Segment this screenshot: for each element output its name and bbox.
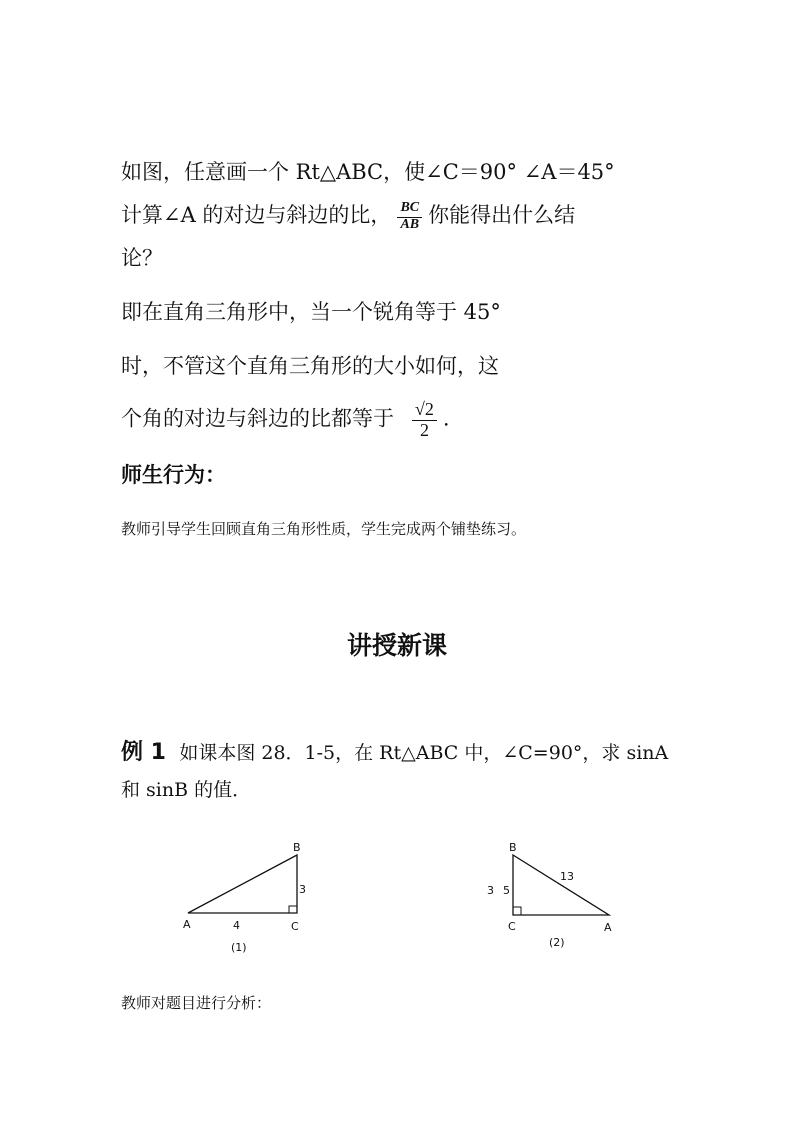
example-label: 例 1: [121, 740, 166, 765]
fraction-numerator: √2: [412, 400, 437, 421]
fraction-denominator: 2: [419, 419, 429, 440]
fig1-side-ac: 4: [233, 919, 240, 932]
conclusion-line-2: 时，不管这个直角三角形的大小如何，这: [121, 354, 499, 378]
fig2-vertex-b: B: [509, 841, 517, 854]
example-line-2: 和 sinB 的值．: [121, 779, 252, 801]
intro-line-2-suffix: 你能得出什么结: [428, 203, 576, 228]
intro-line-2-prefix: 计算∠A 的对边与斜边的比，: [121, 203, 392, 228]
fig1-side-bc: 3: [299, 883, 306, 896]
intro-line-3: 论？: [121, 246, 163, 270]
fig1-vertex-c: C: [291, 920, 299, 933]
fig1-vertex-a: A: [183, 918, 191, 931]
footer-text: 教师对题目进行分析：: [121, 994, 272, 1012]
right-angle-mark-2: [513, 907, 521, 915]
fig2-side-ab: 13: [560, 870, 574, 883]
fig1-caption: (1): [231, 941, 247, 954]
fig2-vertex-a: A: [604, 921, 612, 934]
fraction-numerator: BC: [397, 201, 422, 218]
conclusion-line-1: 即在直角三角形中，当一个锐角等于 45°: [121, 300, 501, 324]
section-title: 讲授新课: [346, 631, 447, 660]
triangle-2: [513, 855, 609, 915]
fraction-denominator: AB: [400, 216, 420, 232]
behavior-text: 教师引导学生回顾直角三角形性质，学生完成两个铺垫练习。: [121, 520, 527, 538]
conclusion-line-3-prefix: 个角的对边与斜边的比都等于: [121, 406, 394, 431]
conclusion-line-3-suffix: .: [442, 406, 450, 431]
fig2-vertex-c: C: [508, 920, 516, 933]
fig2-caption: (2): [549, 936, 565, 949]
behavior-label: 师生行为：: [121, 463, 226, 487]
fig1-vertex-b: B: [293, 841, 301, 854]
example-text: 如课本图 28．1-5，在 Rt△ABC 中，∠C=90°，求 sinA: [179, 742, 669, 764]
intro-line-1: 如图，任意画一个 Rt△ABC，使∠C＝90° ∠A＝45°: [121, 160, 615, 184]
fig2-side-bc: 5: [503, 884, 510, 897]
fig2-side-outer: 3: [487, 884, 494, 897]
